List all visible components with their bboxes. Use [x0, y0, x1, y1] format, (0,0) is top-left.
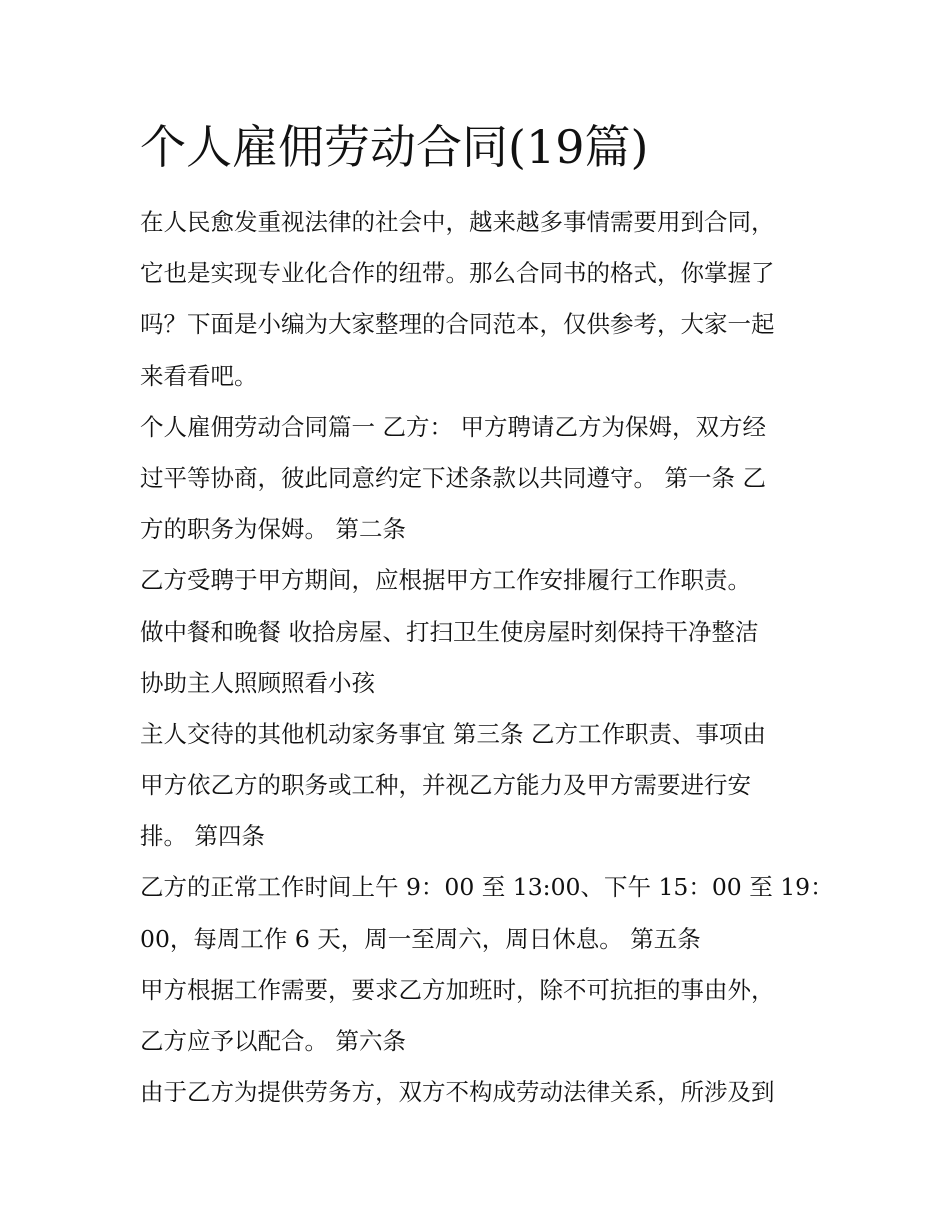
body-line: 来看看吧。 [140, 361, 258, 390]
body-line: 吗？下面是小编为大家整理的合同范本，仅供参考，大家一起 [140, 310, 775, 339]
body-line: 主人交待的其他机动家务事宜 第三条 乙方工作职责、事项由 [140, 719, 766, 748]
body-line: 过平等协商，彼此同意约定下述条款以共同遵守。 第一条 乙 [140, 463, 766, 492]
body-line: 它也是实现专业化合作的纽带。那么合同书的格式，你掌握了 [140, 259, 775, 288]
body-line: 乙方受聘于甲方期间，应根据甲方工作安排履行工作职责。 [140, 566, 751, 595]
document-body [140, 197, 834, 1118]
body-line: 甲方根据工作需要，要求乙方加班时，除不可抗拒的事由外， [140, 975, 775, 1004]
body-line: 协助主人照顾照看小孩 [140, 668, 375, 697]
body-line: 个人雇佣劳动合同篇一 乙方： 甲方聘请乙方为保姆，双方经 [140, 412, 766, 441]
body-line: 方的职务为保姆。 第二条 [140, 515, 406, 544]
body-line: 甲方依乙方的职务或工种，并视乙方能力及甲方需要进行安 [140, 771, 751, 800]
body-line: 排。 第四条 [140, 822, 265, 851]
body-line: 00，每周工作 6 天，周一至周六，周日休息。 第五条 [140, 924, 701, 953]
body-line: 在人民愈发重视法律的社会中，越来越多事情需要用到合同， [140, 208, 775, 236]
body-line: 做中餐和晚餐 收拾房屋、打扫卫生使房屋时刻保持干净整洁 [140, 617, 759, 646]
document-title: 个人雇佣劳动合同(19篇) [140, 120, 649, 174]
body-line: 乙方应予以配合。 第六条 [140, 1027, 406, 1055]
body-line: 乙方的正常工作时间上午 9：00 至 13:00、下午 15：00 至 19： [140, 873, 834, 902]
body-line: 由于乙方为提供劳务方，双方不构成劳动法律关系，所涉及到 [140, 1078, 775, 1107]
